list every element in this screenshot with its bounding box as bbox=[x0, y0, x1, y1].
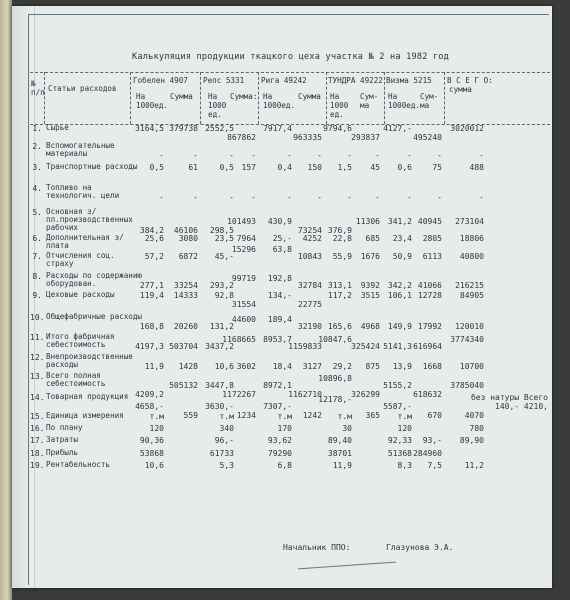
row-cell: 30 bbox=[342, 424, 352, 433]
row-cell: 5,3 bbox=[219, 461, 234, 470]
row-cell: 10,6 bbox=[214, 362, 234, 371]
row-cell: 3080 bbox=[178, 234, 198, 243]
row-number: 19. bbox=[30, 461, 45, 470]
row-cell: 31554 bbox=[231, 300, 256, 309]
row-cell: 96,- bbox=[214, 436, 234, 445]
row-number: 7. bbox=[32, 252, 42, 261]
row-cell: 0,5 bbox=[149, 163, 164, 172]
row-expense-item: Внепроизводственные расходы bbox=[46, 352, 133, 369]
header-product-name: Репс 5331 bbox=[203, 76, 245, 85]
row-cell: 50,9 bbox=[392, 252, 412, 261]
row-cell: 3515 bbox=[360, 291, 380, 300]
signature-name: Глазунова Э.А. bbox=[386, 543, 454, 552]
row-cell: 8953,7 bbox=[263, 335, 292, 344]
row-cell: - bbox=[317, 151, 322, 160]
row-cell: 365 bbox=[365, 411, 380, 420]
row-cell: 379738 bbox=[169, 124, 198, 133]
row-cell: - bbox=[407, 151, 412, 160]
row-note-values: 140,- 4210, bbox=[495, 402, 548, 411]
row-number: 4. bbox=[32, 184, 42, 193]
row-cell: 10843 bbox=[297, 252, 322, 261]
row-cell: 92,33 bbox=[387, 436, 412, 445]
row-cell: 40945 bbox=[417, 217, 442, 226]
row-cell: 1162710 bbox=[288, 390, 322, 399]
row-cell: 165,6 bbox=[327, 322, 352, 331]
header-product-name: Визма 5215 bbox=[386, 76, 432, 85]
row-cell: 3127 bbox=[302, 362, 322, 371]
row-cell: 4252 bbox=[302, 234, 322, 243]
row-cell: 93,62 bbox=[267, 436, 292, 445]
row-cell: 89,90 bbox=[459, 436, 484, 445]
row-cell: 120 bbox=[149, 424, 164, 433]
row-cell: 18,4 bbox=[272, 362, 292, 371]
row-cell: 495240 bbox=[413, 133, 442, 142]
row-number: 12. bbox=[30, 353, 45, 362]
row-cell: 119,4 bbox=[139, 291, 164, 300]
row-cell: 618632 bbox=[413, 390, 442, 399]
row-cell: т.м bbox=[219, 412, 234, 421]
row-cell: - bbox=[159, 193, 164, 202]
row-cell: 4658,- bbox=[135, 402, 164, 411]
row-expense-item: Основная з/пл.производственных рабочих bbox=[46, 207, 133, 232]
row-cell: 10847,6 bbox=[318, 335, 352, 344]
row-cell: 55,9 bbox=[332, 252, 352, 261]
row-cell: 216215 bbox=[455, 281, 484, 290]
header-total-sum: сумма bbox=[449, 85, 472, 94]
row-cell: 1668 bbox=[422, 362, 442, 371]
row-cell: - bbox=[251, 151, 256, 160]
row-cell: 488 bbox=[469, 163, 484, 172]
row-cell: - bbox=[229, 151, 234, 160]
row-cell: - bbox=[251, 193, 256, 202]
row-cell: 326299 bbox=[351, 390, 380, 399]
row-cell: 9392 bbox=[360, 281, 380, 290]
row-number: 2. bbox=[32, 142, 42, 151]
row-expense-item: По плану bbox=[46, 423, 83, 432]
row-expense-item: Товарная продукция bbox=[46, 392, 129, 401]
row-cell: 22775 bbox=[297, 300, 322, 309]
row-cell: - bbox=[193, 151, 198, 160]
row-cell: - bbox=[287, 151, 292, 160]
header-product-name: ТУНДРА 49222 bbox=[328, 76, 383, 85]
row-cell: - bbox=[375, 193, 380, 202]
row-cell: 25,6 bbox=[144, 234, 164, 243]
row-cell: т.м bbox=[397, 412, 412, 421]
row-cell: 10700 bbox=[459, 362, 484, 371]
row-cell: 12178,- bbox=[318, 395, 352, 404]
row-number: 16. bbox=[30, 424, 45, 433]
row-cell: 875 bbox=[365, 362, 380, 371]
header-number: № п/п bbox=[31, 79, 45, 97]
header-expense-items: Статьи расходов bbox=[48, 84, 117, 93]
row-expense-item: Рентабельность bbox=[46, 460, 111, 469]
col-divider bbox=[384, 72, 385, 124]
row-expense-item: Всего полная себестоимость bbox=[46, 371, 106, 388]
signature-role: Начальник ППО: bbox=[283, 543, 351, 552]
row-cell: 3164,5 bbox=[135, 124, 164, 133]
row-expense-item: Топливо на технологич. цели bbox=[46, 183, 120, 200]
row-cell: 84905 bbox=[459, 291, 484, 300]
row-cell: 4127,- bbox=[383, 124, 412, 133]
row-cell: 1428 bbox=[178, 362, 198, 371]
row-cell: 1172267 bbox=[222, 390, 256, 399]
row-cell: 149,9 bbox=[387, 322, 412, 331]
row-cell: 101493 bbox=[227, 217, 256, 226]
row-cell: 120 bbox=[397, 424, 412, 433]
row-cell: 117,2 bbox=[327, 291, 352, 300]
row-number: 3. bbox=[32, 163, 42, 172]
row-cell: 45 bbox=[370, 163, 380, 172]
row-cell: 75 bbox=[432, 163, 442, 172]
row-cell: 7,5 bbox=[427, 461, 442, 470]
row-cell: 11306 bbox=[355, 217, 380, 226]
row-cell: 616964 bbox=[413, 342, 442, 351]
row-cell: 6872 bbox=[178, 252, 198, 261]
row-cell: 963335 bbox=[293, 133, 322, 142]
row-cell: 273104 bbox=[455, 217, 484, 226]
row-cell: 90,36 bbox=[139, 436, 164, 445]
row-cell: - bbox=[479, 151, 484, 160]
row-cell: 40800 bbox=[459, 252, 484, 261]
row-number: 6. bbox=[32, 234, 42, 243]
row-cell: - bbox=[437, 193, 442, 202]
row-cell: 298,5 bbox=[209, 226, 234, 235]
row-note: без натуры Всего bbox=[470, 393, 548, 402]
row-cell: 8,3 bbox=[397, 461, 412, 470]
row-cell: 284960 bbox=[413, 449, 442, 458]
row-cell: 157 bbox=[241, 163, 256, 172]
row-cell: 38701 bbox=[327, 449, 352, 458]
row-cell: - bbox=[375, 151, 380, 160]
row-cell: 93,- bbox=[422, 436, 442, 445]
row-cell: 5587,- bbox=[383, 402, 412, 411]
row-cell: 131,2 bbox=[209, 322, 234, 331]
row-expense-item: Расходы по содержанию оборудован. bbox=[46, 271, 143, 288]
row-cell: 7917,4 bbox=[263, 124, 292, 133]
row-cell: 1168665 bbox=[222, 335, 256, 344]
row-cell: 293837 bbox=[351, 133, 380, 142]
header-total: В С Е Г О: bbox=[447, 76, 493, 85]
row-cell: 120010 bbox=[455, 322, 484, 331]
row-cell: т.м bbox=[277, 412, 292, 421]
row-cell: - bbox=[287, 193, 292, 202]
row-cell: 32784 bbox=[297, 281, 322, 290]
row-cell: 3447,8 bbox=[205, 381, 234, 390]
row-number: 5. bbox=[32, 208, 42, 217]
row-cell: 23,5 bbox=[214, 234, 234, 243]
row-cell: - bbox=[437, 151, 442, 160]
row-expense-item: Прибыль bbox=[46, 448, 79, 457]
row-cell: 1159833 bbox=[288, 342, 322, 351]
header-qty: На 1000 ед. bbox=[208, 92, 227, 119]
row-cell: 3774340 bbox=[450, 335, 484, 344]
row-cell: 10896,8 bbox=[318, 374, 352, 383]
row-cell: - bbox=[193, 193, 198, 202]
binder-strip bbox=[0, 0, 12, 600]
header-sum: Сумма bbox=[170, 92, 193, 101]
row-number: 10. bbox=[30, 313, 45, 322]
row-cell: 7964 bbox=[236, 234, 256, 243]
row-cell: 3785040 bbox=[450, 381, 484, 390]
row-cell: 89,40 bbox=[327, 436, 352, 445]
row-cell: 92,8 bbox=[214, 291, 234, 300]
row-cell: 61 bbox=[188, 163, 198, 172]
row-cell: 17992 bbox=[417, 322, 442, 331]
row-cell: 170 bbox=[277, 424, 292, 433]
row-cell: 11,9 bbox=[144, 362, 164, 371]
row-expense-item: Отчисления соц. страху bbox=[46, 251, 115, 268]
col-divider bbox=[258, 72, 259, 124]
row-cell: - bbox=[407, 193, 412, 202]
row-cell: т.м bbox=[337, 412, 352, 421]
row-cell: 61733 bbox=[209, 449, 234, 458]
row-cell: 2552,5 bbox=[205, 124, 234, 133]
row-cell: 0,5 bbox=[219, 163, 234, 172]
row-cell: 23,4 bbox=[392, 234, 412, 243]
col-divider bbox=[130, 72, 131, 124]
row-cell: 0,6 bbox=[397, 163, 412, 172]
row-cell: 503704 bbox=[169, 342, 198, 351]
header-product-name: Гобелен 4907 bbox=[133, 76, 188, 85]
row-cell: 46106 bbox=[173, 226, 198, 235]
row-cell: 192,8 bbox=[267, 274, 292, 283]
row-cell: 376,9 bbox=[327, 226, 352, 235]
row-cell: 73254 bbox=[297, 226, 322, 235]
row-cell: 2805 bbox=[422, 234, 442, 243]
row-cell: 63,8 bbox=[272, 245, 292, 254]
row-expense-item: Итого фабричная себестоимость bbox=[46, 332, 115, 349]
row-cell: т.м bbox=[149, 412, 164, 421]
row-cell: 3437,2 bbox=[205, 342, 234, 351]
row-cell: 780 bbox=[469, 424, 484, 433]
row-cell: 45,- bbox=[214, 252, 234, 261]
row-expense-item: Цеховые расходы bbox=[46, 290, 115, 299]
row-expense-item: Общефабричные расходы bbox=[46, 312, 143, 321]
header-qty: На 1000ед. bbox=[263, 92, 296, 110]
row-cell: 1676 bbox=[360, 252, 380, 261]
col-divider bbox=[200, 72, 201, 124]
row-cell: 685 bbox=[365, 234, 380, 243]
row-cell: 99719 bbox=[231, 274, 256, 283]
row-cell: 7307,- bbox=[263, 402, 292, 411]
row-cell: 342,2 bbox=[387, 281, 412, 290]
row-cell: 670 bbox=[427, 411, 442, 420]
row-number: 17. bbox=[30, 436, 45, 445]
row-expense-item: Вспомогательные материалы bbox=[46, 141, 115, 158]
header-sum: Сум- ма bbox=[420, 92, 439, 110]
row-cell: 313,1 bbox=[327, 281, 352, 290]
row-cell: 134,- bbox=[267, 291, 292, 300]
header-sum: Сумма bbox=[298, 92, 321, 101]
row-cell: 32190 bbox=[297, 322, 322, 331]
row-cell: 41066 bbox=[417, 281, 442, 290]
row-cell: 341,2 bbox=[387, 217, 412, 226]
row-cell: 384,2 bbox=[139, 226, 164, 235]
row-cell: 4968 bbox=[360, 322, 380, 331]
row-cell: 20260 bbox=[173, 322, 198, 331]
row-cell: 4070 bbox=[464, 411, 484, 420]
header-sum: Сумма: bbox=[230, 92, 258, 101]
row-cell: 5141,3 bbox=[383, 342, 412, 351]
row-cell: 4197,3 bbox=[135, 342, 164, 351]
row-number: 9. bbox=[32, 291, 42, 300]
row-cell: 13,9 bbox=[392, 362, 412, 371]
row-cell: 277,1 bbox=[139, 281, 164, 290]
row-cell: 189,4 bbox=[267, 315, 292, 324]
row-number: 1. bbox=[32, 124, 42, 133]
row-cell: 1,5 bbox=[337, 163, 352, 172]
row-cell: 9794,6 bbox=[323, 124, 352, 133]
row-cell: 106,1 bbox=[387, 291, 412, 300]
row-cell: - bbox=[159, 151, 164, 160]
row-cell: 6113 bbox=[422, 252, 442, 261]
row-cell: - bbox=[479, 193, 484, 202]
row-cell: - bbox=[347, 193, 352, 202]
row-cell: 3630,- bbox=[205, 402, 234, 411]
row-cell: 5155,2 bbox=[383, 381, 412, 390]
header-qty: На 1000 ед. bbox=[330, 92, 349, 119]
row-cell: 325424 bbox=[351, 342, 380, 351]
row-expense-item: Дополнительная з/плата bbox=[46, 233, 124, 250]
row-cell: 14333 bbox=[173, 291, 198, 300]
row-cell: 51368 bbox=[387, 449, 412, 458]
row-expense-item: Единица измерения bbox=[46, 411, 124, 420]
row-cell: 79290 bbox=[267, 449, 292, 458]
row-cell: 25,- bbox=[272, 234, 292, 243]
row-cell: 53868 bbox=[139, 449, 164, 458]
row-cell: 3602 bbox=[236, 362, 256, 371]
row-cell: 559 bbox=[183, 411, 198, 420]
row-number: 15. bbox=[30, 412, 45, 421]
row-number: 18. bbox=[30, 449, 45, 458]
row-cell: 867862 bbox=[227, 133, 256, 142]
row-cell: 430,9 bbox=[267, 217, 292, 226]
col-divider bbox=[444, 72, 445, 124]
row-cell: 340 bbox=[219, 424, 234, 433]
row-cell: 150 bbox=[307, 163, 322, 172]
row-number: 13. bbox=[30, 372, 45, 381]
row-cell: 12728 bbox=[417, 291, 442, 300]
row-cell: 3020012 bbox=[450, 124, 484, 133]
row-cell: - bbox=[317, 193, 322, 202]
document-title: Калькуляция продукции ткацкого цеха участка № 2 на 1982 год bbox=[132, 52, 450, 62]
row-cell: 33254 bbox=[173, 281, 198, 290]
row-cell: 11,2 bbox=[464, 461, 484, 470]
row-cell: 1234 bbox=[236, 411, 256, 420]
row-expense-item: Затраты bbox=[46, 435, 79, 444]
row-number: 14. bbox=[30, 393, 45, 402]
row-cell: - bbox=[229, 193, 234, 202]
col-divider bbox=[326, 72, 327, 124]
row-cell: - bbox=[347, 151, 352, 160]
row-expense-item: Транспортные расходы bbox=[46, 162, 138, 171]
row-cell: 22,8 bbox=[332, 234, 352, 243]
row-cell: 293,2 bbox=[209, 281, 234, 290]
row-cell: 18806 bbox=[459, 234, 484, 243]
row-cell: 44600 bbox=[231, 315, 256, 324]
row-cell: 11,9 bbox=[332, 461, 352, 470]
row-expense-item: Сырье bbox=[46, 123, 69, 132]
header-qty: На 1000ед. bbox=[136, 92, 169, 110]
row-cell: 505132 bbox=[169, 381, 198, 390]
row-number: 8. bbox=[32, 272, 42, 281]
row-number: 11. bbox=[30, 333, 45, 342]
header-product-name: Рига 49242 bbox=[261, 76, 307, 85]
row-cell: 6,8 bbox=[277, 461, 292, 470]
row-cell: 4209,2 bbox=[135, 390, 164, 399]
row-cell: 8972,1 bbox=[263, 381, 292, 390]
row-cell: 168,8 bbox=[139, 322, 164, 331]
row-cell: 57,2 bbox=[144, 252, 164, 261]
header-qty: На 1000ед. bbox=[388, 92, 421, 110]
row-cell: 1242 bbox=[302, 411, 322, 420]
header-sum: Сум- ма bbox=[360, 92, 379, 110]
row-cell: 10,6 bbox=[144, 461, 164, 470]
row-cell: 15296 bbox=[231, 245, 256, 254]
row-cell: 29,2 bbox=[332, 362, 352, 371]
header-top-rule bbox=[30, 72, 550, 73]
row-cell: 0,4 bbox=[277, 163, 292, 172]
